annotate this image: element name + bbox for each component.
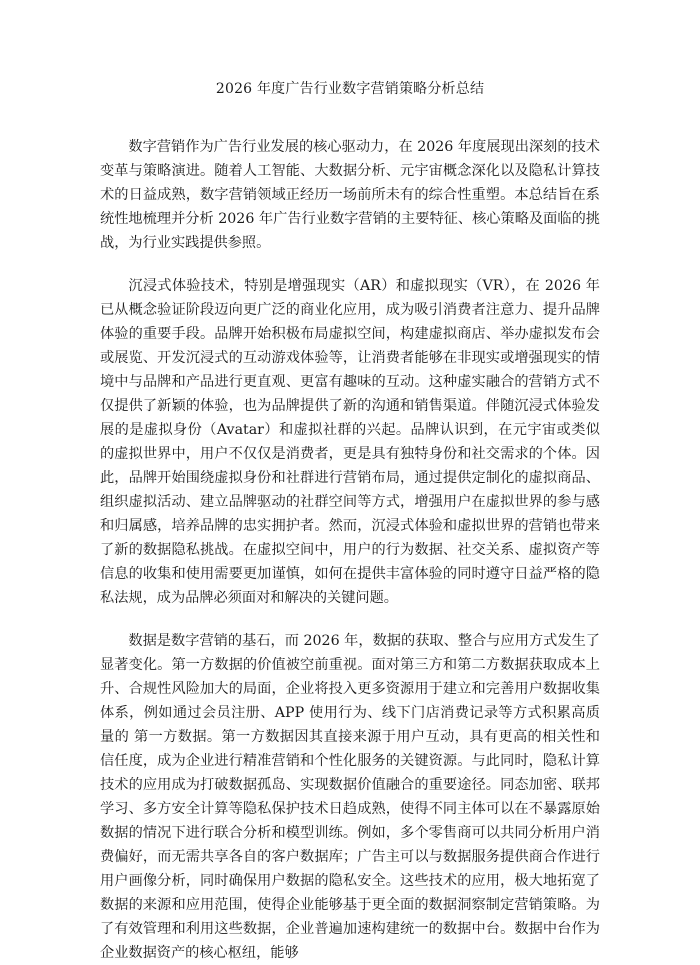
paragraph-immersive-experience: 沉浸式体验技术，特别是增强现实（AR）和虚拟现实（VR），在 2026 年已从概念验证阶段迈向更广泛的商业化应用，成为吸引消费者注意力、提升品牌体验的重要手段。品牌开始积极布局虚拟空间，构建虚拟商店、举办虚拟发布会或展览、开发沉浸式的互动游戏体验等，让消费者能够在非现实或增强现实的情境中与品牌和产品进行更直观、更富有趣味的互动。这种虚实融合的营销方式不仅提供了新颖的体验，也为品牌提供了新的沟通和销售渠道。伴随沉浸式体验发展的是虚拟身份（Avatar）和虚拟社群的兴起。品牌认识到，在元宇宙或类似的虚拟世界中，用户不仅仅是消费者，更是具有独特身份和社交需求的个体。因此，品牌开始围绕虚拟身份和社群进行营销布局，通过提供定制化的虚拟商品、组织虚拟活动、建立品牌驱动的社群空间等方式，增强用户在虚拟世界的参与感和归属感，培养品牌的忠实拥护者。然而，沉浸式体验和虚拟世界的营销也带来了新的数据隐私挑战。在虚拟空间中，用户的行为数据、社交关系、虚拟资产等信息的收集和使用需要更加谨慎，如何在提供丰富体验的同时遵守日益严格的隐私法规，成为品牌必须面对和解决的关键问题。: [100, 278, 600, 606]
paragraph-data-strategy: 数据是数字营销的基石，而 2026 年，数据的获取、整合与应用方式发生了显著变化。第一方数据的价值被空前重视。面对第三方和第二方数据获取成本上升、合规性风险加大的局面，企业将投入更多资源用于建立和完善用户数据收集体系，例如通过会员注册、APP 使用行为、线下门店消费记录等方式积累高质量的 第一方数据。第一方数据因其直接来源于用户互动，具有更高的相关性和信任度，成为企业进行精准营销和个性化服务的关键资源。与此同时，隐私计算技术的应用成为打破数据孤岛、实现数据价值融合的重要途径。同态加密、联邦学习、多方安全计算等隐私保护技术日趋成熟，使得不同主体可以在不暴露原始数据的情况下进行联合分析和模型训练。例如，多个零售商可以共同分析用户消费偏好，而无需共享各自的客户数据库；广告主可以与数据服务提供商合作进行用户画像分析，同时确保用户数据的隐私安全。这些技术的应用，极大地拓宽了数据的来源和应用范围，使得企业能够基于更全面的数据洞察制定营销策略。为了有效管理和利用这些数据，企业普遍加速构建统一的数据中台。数据中台作为企业数据资产的核心枢纽，能够: [100, 633, 600, 961]
document-title: 2026 年度广告行业数字营销策略分析总结: [215, 81, 485, 97]
paragraph-intro: 数字营销作为广告行业发展的核心驱动力，在 2026 年度展现出深刻的技术变革与策略演进。随着人工智能、大数据分析、元宇宙概念深化以及隐私计算技术的日益成熟，数字营销领域正经历一场前所未有的综合性重塑。本总结旨在系统性地梳理并分析 2026 年广告行业数字营销的主要特征、核心策略及面临的挑战，为行业实践提供参照。: [100, 139, 600, 251]
